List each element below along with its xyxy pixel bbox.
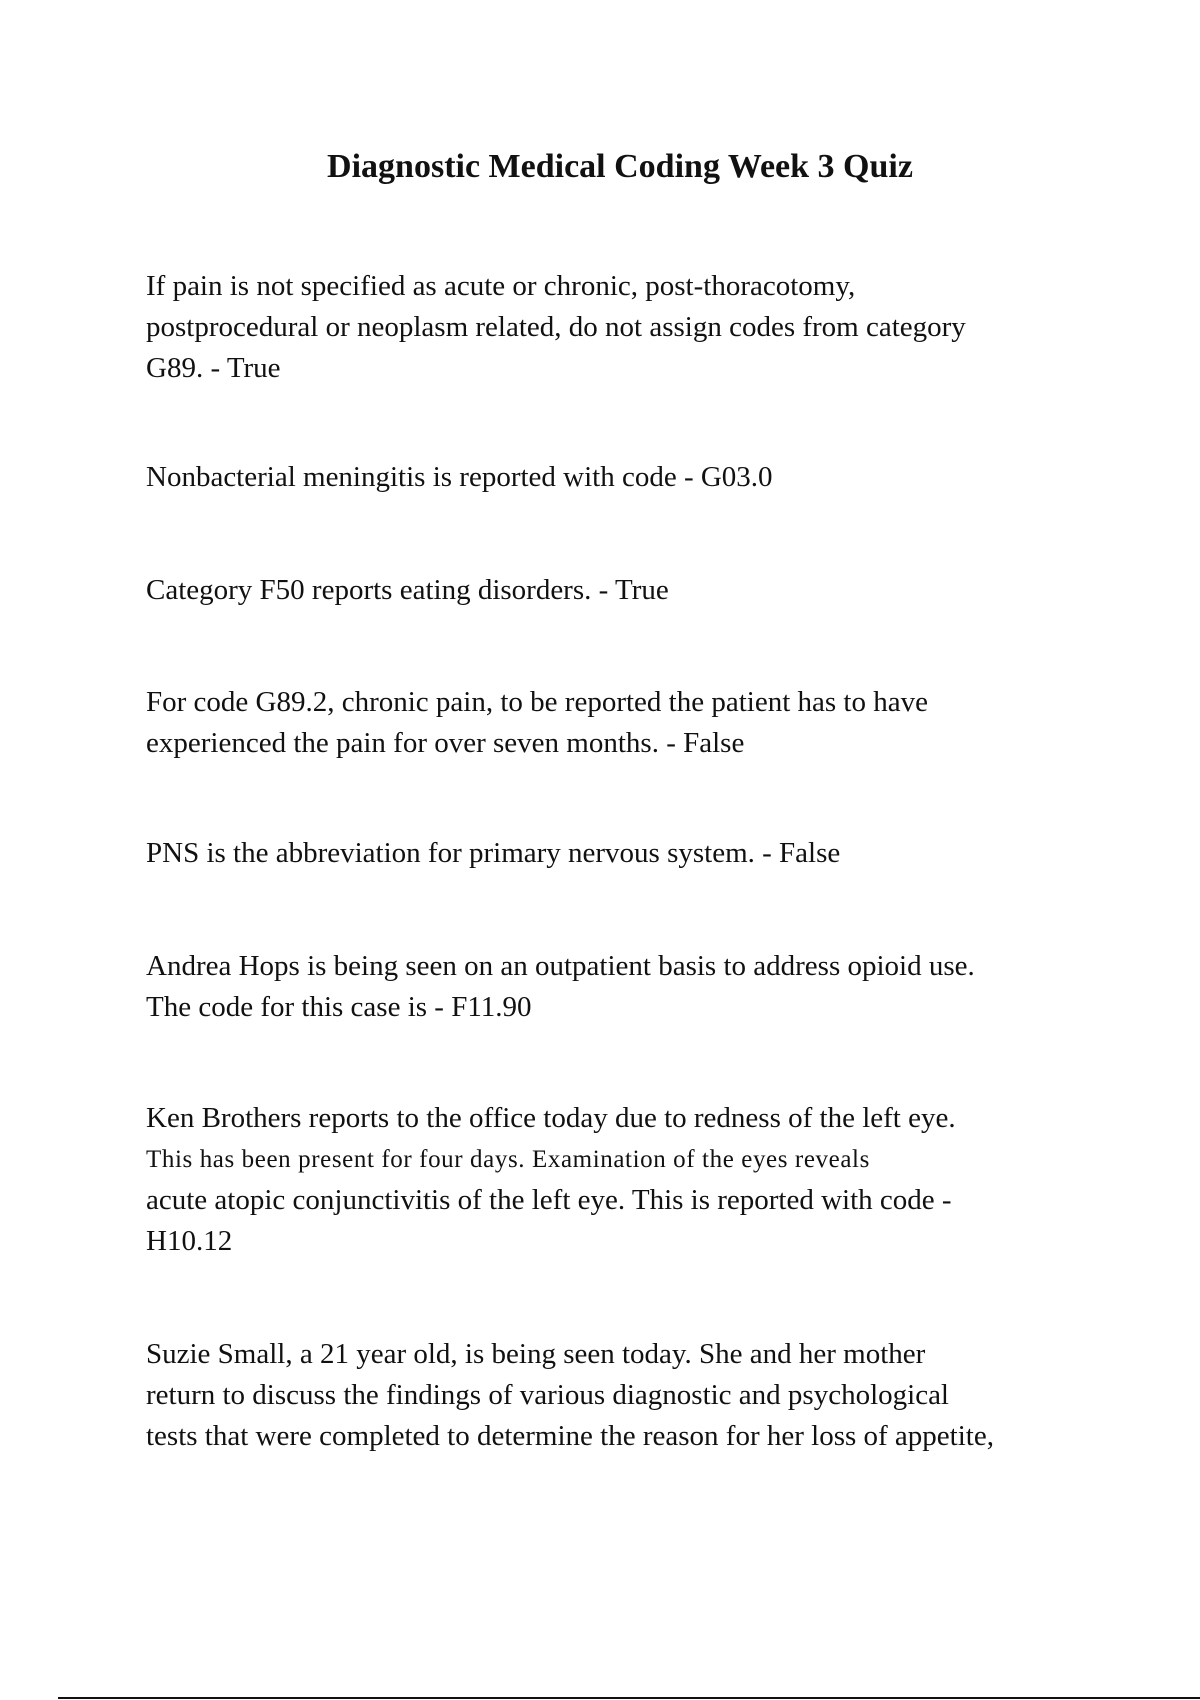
quiz-line: Ken Brothers reports to the office today due to redness of the left eye. — [146, 1102, 956, 1134]
quiz-item-5 — [146, 833, 1106, 874]
quiz-line: If pain is not specified as acute or chronic, post-thoracotomy, — [146, 270, 856, 302]
quiz-line: acute atopic conjunctivitis of the left eye. This is reported with code - — [146, 1184, 952, 1216]
quiz-line: PNS is the abbreviation for primary nervous system. - False — [146, 837, 841, 869]
quiz-line: Andrea Hops is being seen on an outpatient basis to address opioid use. — [146, 950, 975, 982]
quiz-line: Nonbacterial meningitis is reported with code - G03.0 — [146, 461, 773, 493]
quiz-line: G89. - True — [146, 352, 281, 384]
quiz-item-2 — [146, 457, 1106, 498]
quiz-line: tests that were completed to determine the reason for her loss of appetite, — [146, 1420, 994, 1452]
quiz-line: Category F50 reports eating disorders. - True — [146, 574, 669, 606]
quiz-line: return to discuss the findings of various diagnostic and psychological — [146, 1379, 949, 1411]
quiz-item-3 — [146, 570, 1106, 611]
quiz-item-4 — [146, 682, 1106, 764]
quiz-line: The code for this case is - F11.90 — [146, 991, 532, 1023]
page-title: Diagnostic Medical Coding Week 3 Quiz — [327, 148, 913, 185]
quiz-line: This has been present for four days. Examination of the eyes reveals — [146, 1146, 870, 1173]
quiz-item-8 — [146, 1334, 1106, 1457]
quiz-line: For code G89.2, chronic pain, to be reported the patient has to have — [146, 686, 928, 718]
quiz-item-6 — [146, 946, 1106, 1028]
quiz-line: Suzie Small, a 21 year old, is being seen today. She and her mother — [146, 1338, 926, 1370]
quiz-line: experienced the pain for over seven months. - False — [146, 727, 745, 759]
footer-rule — [58, 1697, 1200, 1699]
quiz-line: H10.12 — [146, 1225, 233, 1257]
quiz-item-7 — [146, 1098, 1106, 1262]
quiz-line: postprocedural or neoplasm related, do not assign codes from category — [146, 311, 966, 343]
quiz-item-1 — [146, 266, 1106, 389]
